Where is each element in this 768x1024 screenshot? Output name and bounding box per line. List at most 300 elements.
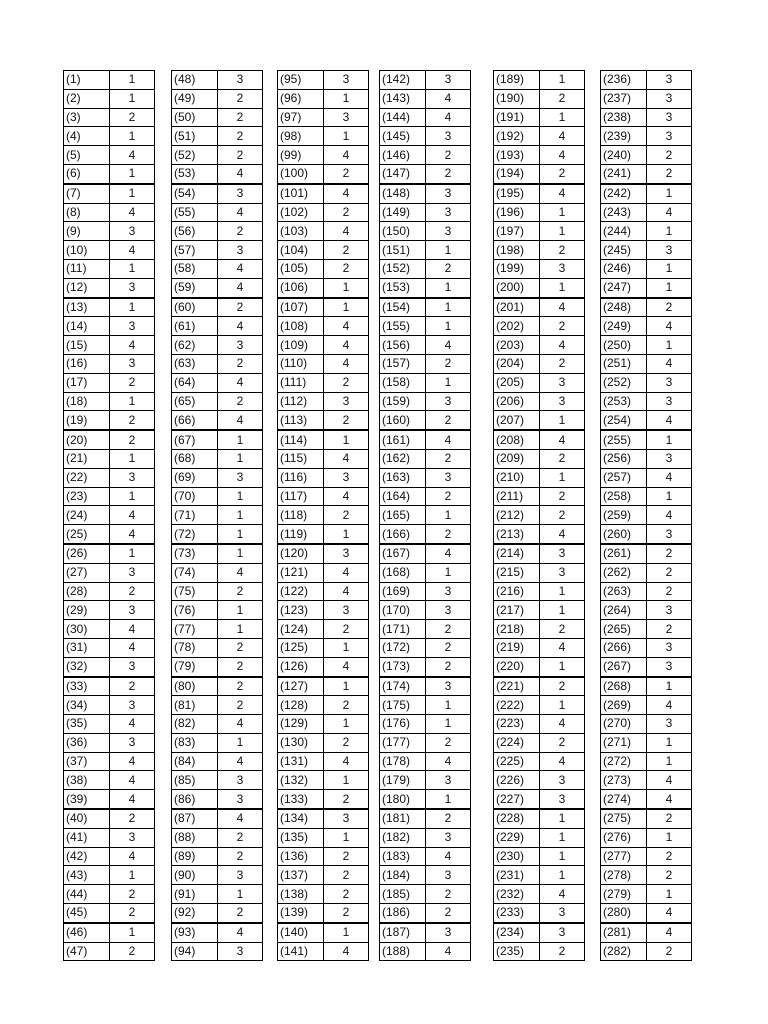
question-number: (139) (278, 904, 324, 923)
question-number: (78) (172, 638, 218, 657)
answer-row (380, 89, 471, 108)
question-number: (63) (172, 354, 218, 373)
answer-row (601, 657, 692, 676)
answer-value: 2 (540, 241, 585, 260)
answer-value: 1 (647, 222, 692, 241)
answer-row (278, 449, 369, 468)
answer-row (494, 146, 585, 165)
question-number: (274) (601, 790, 647, 809)
answer-value: 4 (110, 790, 155, 809)
answer-row (64, 657, 155, 676)
question-number: (226) (494, 771, 540, 790)
answer-value: 3 (324, 601, 369, 620)
question-number: (18) (64, 392, 110, 411)
question-number: (250) (601, 336, 647, 355)
question-number: (33) (64, 677, 110, 696)
answer-value: 2 (540, 354, 585, 373)
answer-row (494, 449, 585, 468)
question-number: (75) (172, 582, 218, 601)
answer-value: 4 (218, 752, 263, 771)
answer-row (278, 847, 369, 866)
answer-row (601, 373, 692, 392)
answer-value: 2 (324, 904, 369, 923)
answer-value: 4 (324, 752, 369, 771)
answer-value: 3 (540, 392, 585, 411)
answer-row (494, 525, 585, 544)
answer-value: 3 (426, 184, 471, 203)
answer-row (601, 752, 692, 771)
answer-row (601, 923, 692, 942)
answer-value: 1 (540, 657, 585, 676)
question-number: (188) (380, 942, 426, 961)
answer-value: 4 (426, 430, 471, 449)
answer-row (380, 696, 471, 715)
question-number: (260) (601, 525, 647, 544)
answer-value: 3 (647, 89, 692, 108)
answer-row (494, 411, 585, 430)
answer-row (601, 164, 692, 183)
answer-value: 2 (647, 146, 692, 165)
question-number: (46) (64, 923, 110, 942)
answer-row (278, 942, 369, 961)
answer-row (64, 544, 155, 563)
answer-value: 1 (540, 696, 585, 715)
answer-value: 1 (218, 506, 263, 525)
question-number: (166) (380, 525, 426, 544)
answer-row (380, 317, 471, 336)
answer-value: 3 (110, 828, 155, 847)
answer-value: 1 (426, 317, 471, 336)
answer-row (380, 923, 471, 942)
answer-value: 4 (110, 241, 155, 260)
answer-row (601, 828, 692, 847)
answer-row (601, 677, 692, 696)
answer-row (64, 392, 155, 411)
answer-row (172, 563, 263, 582)
answer-row (278, 525, 369, 544)
answer-value: 4 (540, 752, 585, 771)
answer-value: 3 (218, 468, 263, 487)
answer-row (494, 241, 585, 260)
question-number: (257) (601, 468, 647, 487)
question-number: (125) (278, 638, 324, 657)
answer-row (494, 278, 585, 297)
question-number: (27) (64, 563, 110, 582)
answer-row (601, 278, 692, 297)
question-number: (273) (601, 771, 647, 790)
answer-value: 2 (110, 108, 155, 127)
answer-value: 2 (426, 638, 471, 657)
answer-column-5 (493, 70, 585, 961)
question-number: (225) (494, 752, 540, 771)
answer-row (172, 222, 263, 241)
answer-value: 4 (540, 127, 585, 146)
question-number: (79) (172, 657, 218, 676)
answer-row (172, 828, 263, 847)
question-number: (127) (278, 677, 324, 696)
answer-value: 1 (324, 127, 369, 146)
answer-value: 4 (647, 506, 692, 525)
answer-value: 3 (540, 544, 585, 563)
answer-row (278, 752, 369, 771)
question-number: (102) (278, 203, 324, 222)
answer-row (494, 790, 585, 809)
answer-value: 2 (647, 866, 692, 885)
question-number: (23) (64, 487, 110, 506)
answer-value: 1 (110, 487, 155, 506)
answer-row (172, 487, 263, 506)
answer-value: 3 (647, 373, 692, 392)
answer-value: 1 (218, 449, 263, 468)
answer-row (172, 430, 263, 449)
question-number: (142) (380, 71, 426, 90)
answer-row (494, 696, 585, 715)
answer-value: 2 (540, 733, 585, 752)
answer-column-4 (379, 70, 471, 961)
answer-value: 1 (540, 828, 585, 847)
answer-value: 1 (324, 715, 369, 734)
answer-value: 1 (540, 411, 585, 430)
question-number: (85) (172, 771, 218, 790)
answer-value: 2 (218, 146, 263, 165)
answer-row (380, 392, 471, 411)
question-number: (195) (494, 184, 540, 203)
answer-value: 2 (324, 411, 369, 430)
answer-column-2 (171, 70, 263, 961)
answer-row (601, 638, 692, 657)
answer-row (601, 89, 692, 108)
answer-row (172, 942, 263, 961)
question-number: (52) (172, 146, 218, 165)
question-number: (128) (278, 696, 324, 715)
answer-value: 1 (110, 127, 155, 146)
question-number: (223) (494, 715, 540, 734)
question-number: (256) (601, 449, 647, 468)
answer-row (172, 847, 263, 866)
answer-row (278, 506, 369, 525)
answer-value: 2 (647, 847, 692, 866)
answer-row (172, 866, 263, 885)
answer-row (601, 847, 692, 866)
answer-row (380, 411, 471, 430)
answer-row (380, 259, 471, 278)
answer-value: 2 (426, 449, 471, 468)
answer-value: 1 (218, 733, 263, 752)
answer-row (278, 392, 369, 411)
answer-value: 3 (426, 828, 471, 847)
answer-value: 2 (218, 847, 263, 866)
question-number: (60) (172, 298, 218, 317)
answer-row (494, 184, 585, 203)
question-number: (138) (278, 885, 324, 904)
question-number: (140) (278, 923, 324, 942)
question-number: (100) (278, 164, 324, 183)
answer-value: 4 (324, 487, 369, 506)
answer-row (380, 620, 471, 639)
question-number: (107) (278, 298, 324, 317)
question-number: (123) (278, 601, 324, 620)
question-number: (204) (494, 354, 540, 373)
answer-row (64, 866, 155, 885)
answer-row (494, 942, 585, 961)
question-number: (159) (380, 392, 426, 411)
question-number: (51) (172, 127, 218, 146)
question-number: (35) (64, 715, 110, 734)
answer-value: 3 (540, 923, 585, 942)
question-number: (3) (64, 108, 110, 127)
answer-value: 1 (324, 771, 369, 790)
question-number: (94) (172, 942, 218, 961)
answer-row (64, 373, 155, 392)
question-number: (141) (278, 942, 324, 961)
answer-row (380, 847, 471, 866)
question-number: (43) (64, 866, 110, 885)
answer-value: 4 (426, 942, 471, 961)
answer-row (172, 790, 263, 809)
question-number: (7) (64, 184, 110, 203)
answer-column-3 (277, 70, 369, 961)
question-number: (29) (64, 601, 110, 620)
answer-value: 1 (426, 790, 471, 809)
answer-value: 2 (110, 430, 155, 449)
answer-row (172, 184, 263, 203)
answer-row (278, 677, 369, 696)
answer-value: 3 (110, 317, 155, 336)
question-number: (22) (64, 468, 110, 487)
answer-row (601, 411, 692, 430)
question-number: (133) (278, 790, 324, 809)
answer-value: 4 (647, 696, 692, 715)
answer-row (64, 923, 155, 942)
answer-value: 4 (647, 923, 692, 942)
answer-row (601, 222, 692, 241)
answer-value: 2 (324, 696, 369, 715)
question-number: (235) (494, 942, 540, 961)
answer-value: 4 (218, 317, 263, 336)
question-number: (268) (601, 677, 647, 696)
question-number: (258) (601, 487, 647, 506)
answer-value: 4 (647, 203, 692, 222)
answer-value: 3 (110, 278, 155, 297)
answer-value: 4 (110, 752, 155, 771)
answer-row (601, 354, 692, 373)
question-number: (110) (278, 354, 324, 373)
answer-value: 2 (218, 828, 263, 847)
answer-value: 2 (324, 733, 369, 752)
answer-row (601, 942, 692, 961)
question-number: (69) (172, 468, 218, 487)
answer-value: 2 (540, 89, 585, 108)
question-number: (58) (172, 259, 218, 278)
question-number: (201) (494, 298, 540, 317)
question-number: (91) (172, 885, 218, 904)
answer-row (278, 222, 369, 241)
question-number: (187) (380, 923, 426, 942)
answer-value: 2 (218, 298, 263, 317)
question-number: (83) (172, 733, 218, 752)
question-number: (16) (64, 354, 110, 373)
answer-value: 4 (540, 336, 585, 355)
answer-row (64, 525, 155, 544)
answer-value: 1 (324, 923, 369, 942)
answer-value: 1 (110, 923, 155, 942)
question-number: (236) (601, 71, 647, 90)
question-number: (50) (172, 108, 218, 127)
question-number: (38) (64, 771, 110, 790)
answer-value: 1 (110, 449, 155, 468)
question-number: (176) (380, 715, 426, 734)
answer-row (380, 828, 471, 847)
answer-value: 2 (110, 582, 155, 601)
answer-value: 4 (110, 771, 155, 790)
answer-row (64, 430, 155, 449)
question-number: (216) (494, 582, 540, 601)
answer-row (172, 108, 263, 127)
answer-value: 4 (324, 657, 369, 676)
question-number: (233) (494, 904, 540, 923)
answer-row (172, 373, 263, 392)
answer-row (601, 904, 692, 923)
question-number: (40) (64, 809, 110, 828)
answer-value: 2 (540, 620, 585, 639)
answer-row (278, 127, 369, 146)
question-number: (232) (494, 885, 540, 904)
answer-value: 4 (540, 638, 585, 657)
question-number: (203) (494, 336, 540, 355)
question-number: (218) (494, 620, 540, 639)
question-number: (217) (494, 601, 540, 620)
answer-value: 2 (540, 677, 585, 696)
answer-row (494, 373, 585, 392)
answer-value: 4 (218, 373, 263, 392)
question-number: (103) (278, 222, 324, 241)
answer-row (601, 506, 692, 525)
question-number: (8) (64, 203, 110, 222)
answer-row (64, 771, 155, 790)
answer-value: 2 (218, 222, 263, 241)
answer-row (380, 563, 471, 582)
question-number: (17) (64, 373, 110, 392)
answer-value: 2 (218, 354, 263, 373)
answer-value: 3 (647, 449, 692, 468)
answer-row (64, 942, 155, 961)
answer-row (494, 809, 585, 828)
answer-value: 2 (218, 696, 263, 715)
answer-value: 3 (540, 259, 585, 278)
answer-row (380, 449, 471, 468)
question-number: (174) (380, 677, 426, 696)
question-number: (252) (601, 373, 647, 392)
answer-row (380, 771, 471, 790)
answer-row (380, 108, 471, 127)
question-number: (147) (380, 164, 426, 183)
answer-row (64, 259, 155, 278)
answer-value: 2 (218, 904, 263, 923)
question-number: (116) (278, 468, 324, 487)
answer-row (494, 885, 585, 904)
answer-value: 1 (647, 336, 692, 355)
answer-value: 3 (540, 373, 585, 392)
answer-row (172, 525, 263, 544)
answer-row (601, 696, 692, 715)
answer-row (64, 184, 155, 203)
answer-value: 2 (426, 525, 471, 544)
answer-value: 2 (110, 373, 155, 392)
question-number: (149) (380, 203, 426, 222)
answer-row (278, 582, 369, 601)
answer-row (380, 582, 471, 601)
answer-value: 4 (540, 715, 585, 734)
question-number: (89) (172, 847, 218, 866)
question-number: (199) (494, 259, 540, 278)
answer-row (494, 354, 585, 373)
answer-value: 1 (218, 885, 263, 904)
question-number: (115) (278, 449, 324, 468)
answer-value: 4 (426, 336, 471, 355)
answer-value: 2 (426, 259, 471, 278)
answer-row (64, 127, 155, 146)
answer-row (380, 790, 471, 809)
answer-value: 4 (426, 847, 471, 866)
question-number: (243) (601, 203, 647, 222)
answer-value: 1 (218, 430, 263, 449)
question-number: (209) (494, 449, 540, 468)
answer-value: 3 (647, 657, 692, 676)
answer-row (172, 601, 263, 620)
answer-row (172, 677, 263, 696)
answer-value: 3 (110, 563, 155, 582)
answer-row (601, 715, 692, 734)
answer-row (494, 544, 585, 563)
answer-value: 4 (218, 203, 263, 222)
answer-row (64, 620, 155, 639)
answer-value: 3 (647, 71, 692, 90)
answer-value: 3 (540, 904, 585, 923)
question-number: (231) (494, 866, 540, 885)
answer-value: 4 (110, 336, 155, 355)
answer-value: 1 (110, 259, 155, 278)
question-number: (105) (278, 259, 324, 278)
answer-row (278, 373, 369, 392)
answer-value: 2 (426, 809, 471, 828)
answer-value: 3 (324, 468, 369, 487)
question-number: (172) (380, 638, 426, 657)
answer-value: 2 (324, 164, 369, 183)
answer-value: 2 (324, 203, 369, 222)
question-number: (246) (601, 259, 647, 278)
answer-value: 4 (540, 146, 585, 165)
question-number: (77) (172, 620, 218, 639)
answer-value: 2 (218, 582, 263, 601)
question-number: (124) (278, 620, 324, 639)
answer-row (601, 866, 692, 885)
answer-row (380, 506, 471, 525)
answer-row (278, 696, 369, 715)
answer-value: 2 (540, 506, 585, 525)
question-number: (82) (172, 715, 218, 734)
question-number: (221) (494, 677, 540, 696)
answer-value: 1 (647, 733, 692, 752)
question-number: (247) (601, 278, 647, 297)
answer-value: 2 (426, 146, 471, 165)
answer-row (64, 449, 155, 468)
question-number: (34) (64, 696, 110, 715)
answer-value: 4 (110, 715, 155, 734)
answer-row (494, 923, 585, 942)
question-number: (275) (601, 809, 647, 828)
answer-row (64, 411, 155, 430)
answer-row (494, 108, 585, 127)
